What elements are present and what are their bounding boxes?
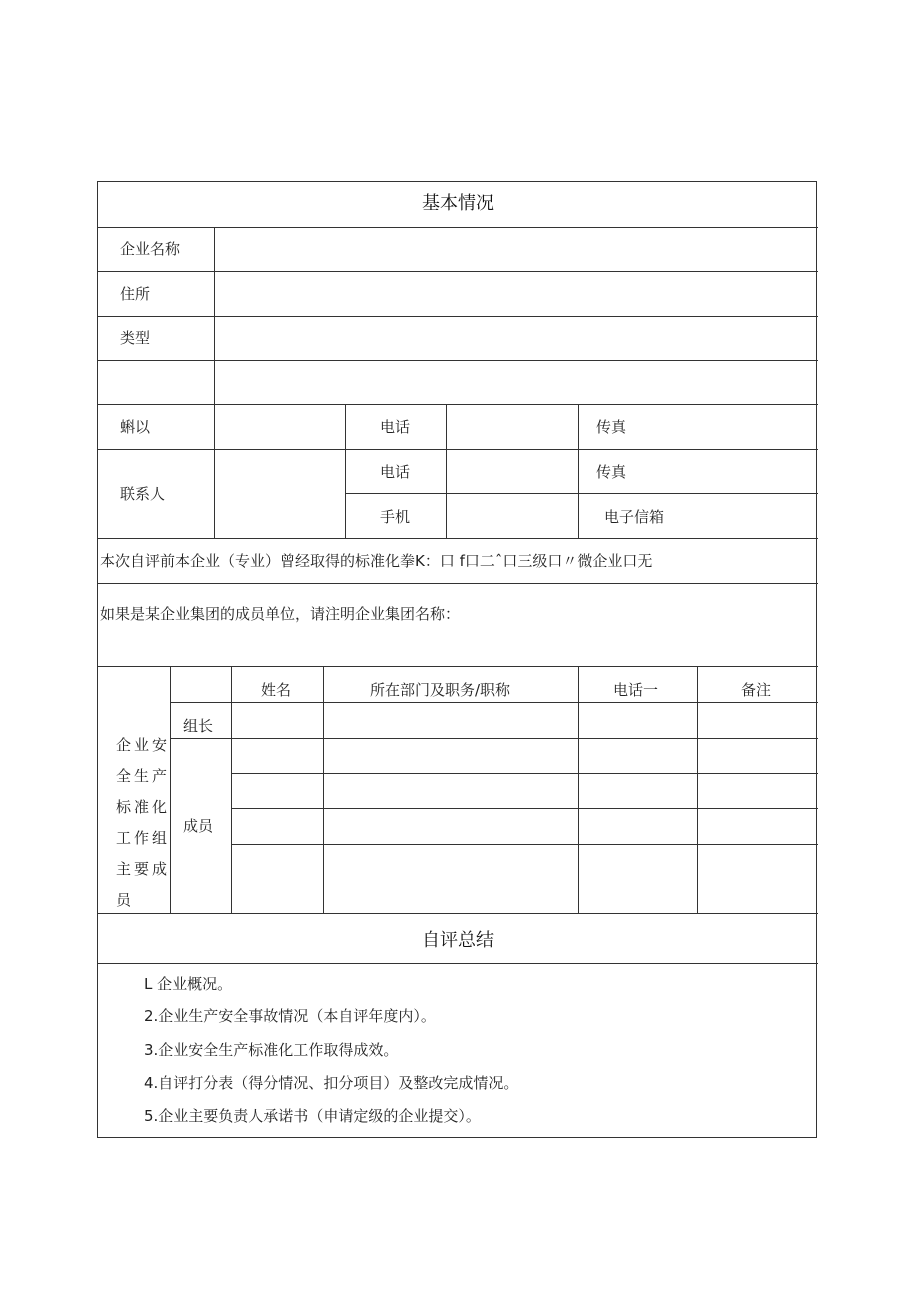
col-divider bbox=[578, 666, 579, 913]
prior-grade-text: 本次自评前本企业（专业）曾经取得的标准化拳K：口 f口二ˆ口三级口〃微企业口无 bbox=[100, 552, 653, 570]
col-divider bbox=[578, 404, 579, 538]
address-label: 住所 bbox=[120, 285, 151, 303]
row-divider bbox=[98, 963, 818, 964]
row-divider bbox=[345, 493, 818, 494]
col-divider bbox=[323, 666, 324, 913]
self-evaluation-form bbox=[97, 181, 817, 1138]
member-label: 成员 bbox=[183, 817, 214, 835]
summary-item: 4.自评打分表（得分情况、扣分项目）及整改完成情况。 bbox=[144, 1074, 519, 1092]
row-divider bbox=[170, 738, 818, 739]
row-divider bbox=[98, 666, 818, 667]
fax-field[interactable] bbox=[658, 405, 818, 449]
summary-item: 3.企业安全生产标准化工作取得成效。 bbox=[144, 1041, 399, 1059]
legal-rep-field[interactable] bbox=[215, 405, 345, 449]
phone-label: 电话 bbox=[380, 418, 411, 436]
basic-info-title: 基本情况 bbox=[422, 193, 494, 214]
mobile-label: 手机 bbox=[380, 508, 411, 526]
fax-label: 传真 bbox=[596, 418, 627, 436]
row-divider bbox=[98, 913, 818, 914]
col-divider bbox=[697, 666, 698, 913]
row-divider bbox=[98, 583, 818, 584]
email-label: 电子信箱 bbox=[604, 508, 665, 526]
summary-item: 5.企业主要负责人承诺书（申请定级的企业提交）。 bbox=[144, 1107, 481, 1125]
col-name-header: 姓名 bbox=[261, 681, 292, 699]
leader-label: 组长 bbox=[183, 717, 214, 735]
row-divider bbox=[231, 773, 818, 774]
col-note-header: 备注 bbox=[741, 681, 772, 699]
company-name-label: 企业名称 bbox=[120, 240, 181, 258]
company-name-field[interactable] bbox=[215, 228, 818, 271]
row-divider bbox=[231, 808, 818, 809]
contact-phone-label: 电话 bbox=[380, 463, 411, 481]
row-divider bbox=[98, 449, 818, 450]
summary-item: L 企业概况。 bbox=[144, 975, 233, 993]
contact-field[interactable] bbox=[215, 450, 345, 538]
col-dept-header: 所在部门及职务/职称 bbox=[370, 681, 511, 699]
group-name-text: 如果是某企业集团的成员单位，请注明企业集团名称： bbox=[100, 605, 461, 623]
type-field[interactable] bbox=[215, 317, 818, 360]
col-divider bbox=[345, 404, 346, 538]
row-divider bbox=[98, 538, 818, 539]
summary-item: 2.企业生产安全事故情况（本自评年度内）。 bbox=[144, 1007, 436, 1025]
address-field[interactable] bbox=[215, 272, 818, 316]
workgroup-side-label: 企业安全生产标准化工作组主要成员 bbox=[116, 736, 171, 909]
phone-field[interactable] bbox=[447, 405, 578, 449]
col-divider bbox=[231, 666, 232, 913]
contact-fax-label: 传真 bbox=[596, 463, 627, 481]
legal-rep-label: 蝌以 bbox=[120, 418, 151, 436]
summary-title: 自评总结 bbox=[422, 930, 494, 951]
row-divider bbox=[231, 844, 818, 845]
blank-row-field[interactable] bbox=[215, 361, 818, 404]
type-label: 类型 bbox=[120, 329, 151, 347]
col-phone-header: 电话一 bbox=[613, 681, 659, 699]
row-divider bbox=[170, 702, 818, 703]
contact-label: 联系人 bbox=[120, 485, 166, 503]
